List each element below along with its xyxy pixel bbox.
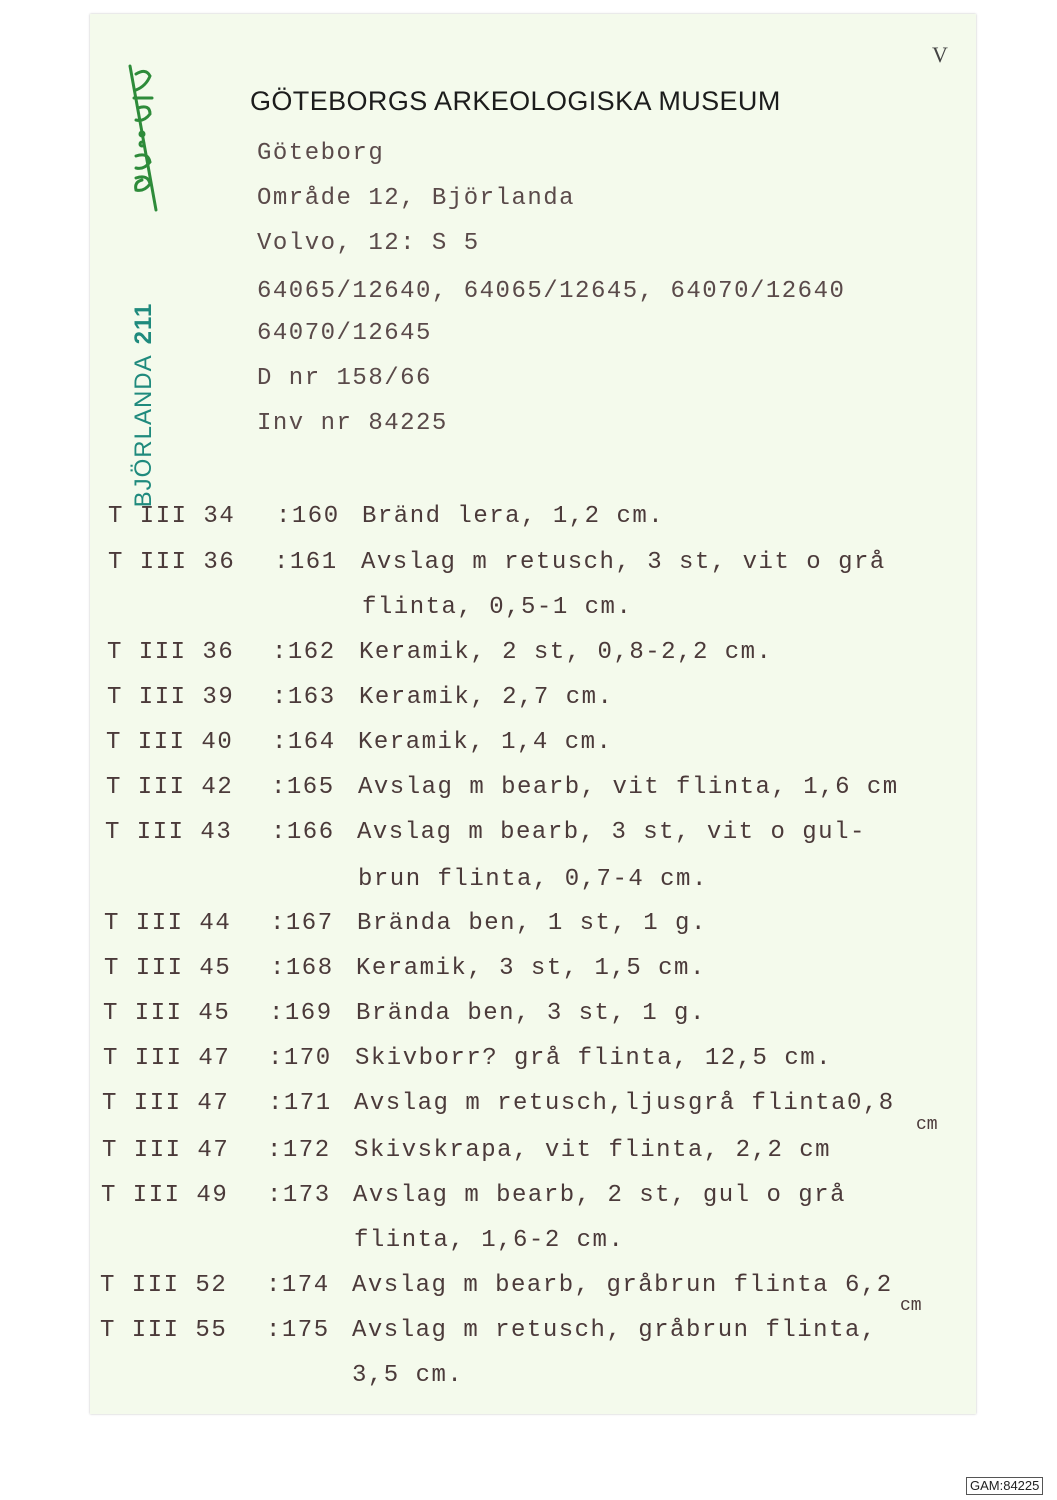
entry-description: Avslag m bearb, 3 st, vit o gul-: [357, 819, 866, 846]
entry-trench: T III 47: [102, 1137, 230, 1164]
entry-description: Avslag m bearb, 2 st, gul o grå: [353, 1182, 846, 1209]
entry-trench: T III 52: [100, 1272, 228, 1299]
header-site: Volvo, 12: S 5: [257, 230, 480, 257]
entry-trench: T III 44: [104, 910, 232, 937]
handwritten-struck-number: [128, 64, 158, 212]
reference-id: GAM:84225: [966, 1477, 1043, 1495]
entry-number: :171: [268, 1090, 332, 1117]
museum-title: GÖTEBORGS ARKEOLOGISKA MUSEUM: [250, 86, 781, 116]
entry-description: Avslag m retusch, 3 st, vit o grå: [361, 549, 886, 576]
entry-number: :161: [274, 549, 338, 576]
entry-description: Avslag m bearb, gråbrun flinta 6,2: [352, 1272, 893, 1299]
entry-number: :166: [271, 819, 335, 846]
entry-number: :173: [267, 1182, 331, 1209]
entry-number: :168: [270, 955, 334, 982]
entry-description-cont: flinta, 1,6-2 cm.: [354, 1227, 625, 1254]
entry-trench: T III 49: [101, 1182, 229, 1209]
entry-description: Keramik, 1,4 cm.: [358, 729, 613, 756]
entry-trench: T III 40: [106, 729, 234, 756]
entry-unit-subscript: cm: [916, 1115, 938, 1135]
entry-description-cont: flinta, 0,5-1 cm.: [362, 594, 633, 621]
entry-description: Keramik, 3 st, 1,5 cm.: [356, 955, 706, 982]
entry-description: Keramik, 2 st, 0,8-2,2 cm.: [359, 639, 773, 666]
entry-trench: T III 45: [103, 1000, 231, 1027]
entry-number: :174: [266, 1272, 330, 1299]
entry-number: :170: [268, 1045, 332, 1072]
entry-description: Skivskrapa, vit flinta, 2,2 cm: [354, 1137, 832, 1164]
entry-trench: T III 34: [108, 503, 236, 530]
entry-description: Avslag m bearb, vit flinta, 1,6 cm: [358, 774, 899, 801]
corner-mark: V: [932, 42, 948, 67]
entry-description: Brända ben, 3 st, 1 g.: [356, 1000, 706, 1027]
entry-number: :165: [271, 774, 335, 801]
entry-description: Keramik, 2,7 cm.: [359, 684, 614, 711]
header-inventory-number: Inv nr 84225: [257, 410, 448, 437]
entry-number: :164: [272, 729, 336, 756]
entry-trench: T III 39: [107, 684, 235, 711]
entry-description-cont: 3,5 cm.: [352, 1362, 464, 1389]
entry-unit-subscript: cm: [900, 1296, 922, 1316]
entry-description: Bränd lera, 1,2 cm.: [362, 503, 665, 530]
entry-number: :163: [272, 684, 336, 711]
entry-number: :162: [272, 639, 336, 666]
header-coordinates-cont: 64070/12645: [257, 320, 432, 347]
header-coordinates: 64065/12640, 64065/12645, 64070/12640: [257, 278, 846, 305]
entry-number: :160: [276, 503, 340, 530]
entry-trench: T III 45: [104, 955, 232, 982]
entry-trench: T III 47: [102, 1090, 230, 1117]
entry-number: :167: [270, 910, 334, 937]
header-city: Göteborg: [257, 140, 385, 167]
header-area: Område 12, Björlanda: [257, 185, 576, 212]
entry-number: :175: [266, 1317, 330, 1344]
entry-description: Avslag m retusch, gråbrun flinta,: [352, 1317, 877, 1344]
entry-description: Brända ben, 1 st, 1 g.: [357, 910, 707, 937]
entry-trench: T III 36: [108, 549, 236, 576]
entry-trench: T III 43: [105, 819, 233, 846]
entry-number: :169: [269, 1000, 333, 1027]
entry-description: Avslag m retusch,ljusgrå flinta0,8: [354, 1090, 895, 1117]
entry-trench: T III 36: [107, 639, 235, 666]
entry-description: Skivborr? grå flinta, 12,5 cm.: [355, 1045, 833, 1072]
header-diary-number: D nr 158/66: [257, 365, 432, 392]
entry-trench: T III 47: [103, 1045, 231, 1072]
entry-description-cont: brun flinta, 0,7-4 cm.: [358, 866, 708, 893]
entry-number: :172: [267, 1137, 331, 1164]
entry-trench: T III 55: [100, 1317, 228, 1344]
entry-trench: T III 42: [106, 774, 234, 801]
site-stamp: BJÖRLANDA211: [130, 302, 157, 508]
